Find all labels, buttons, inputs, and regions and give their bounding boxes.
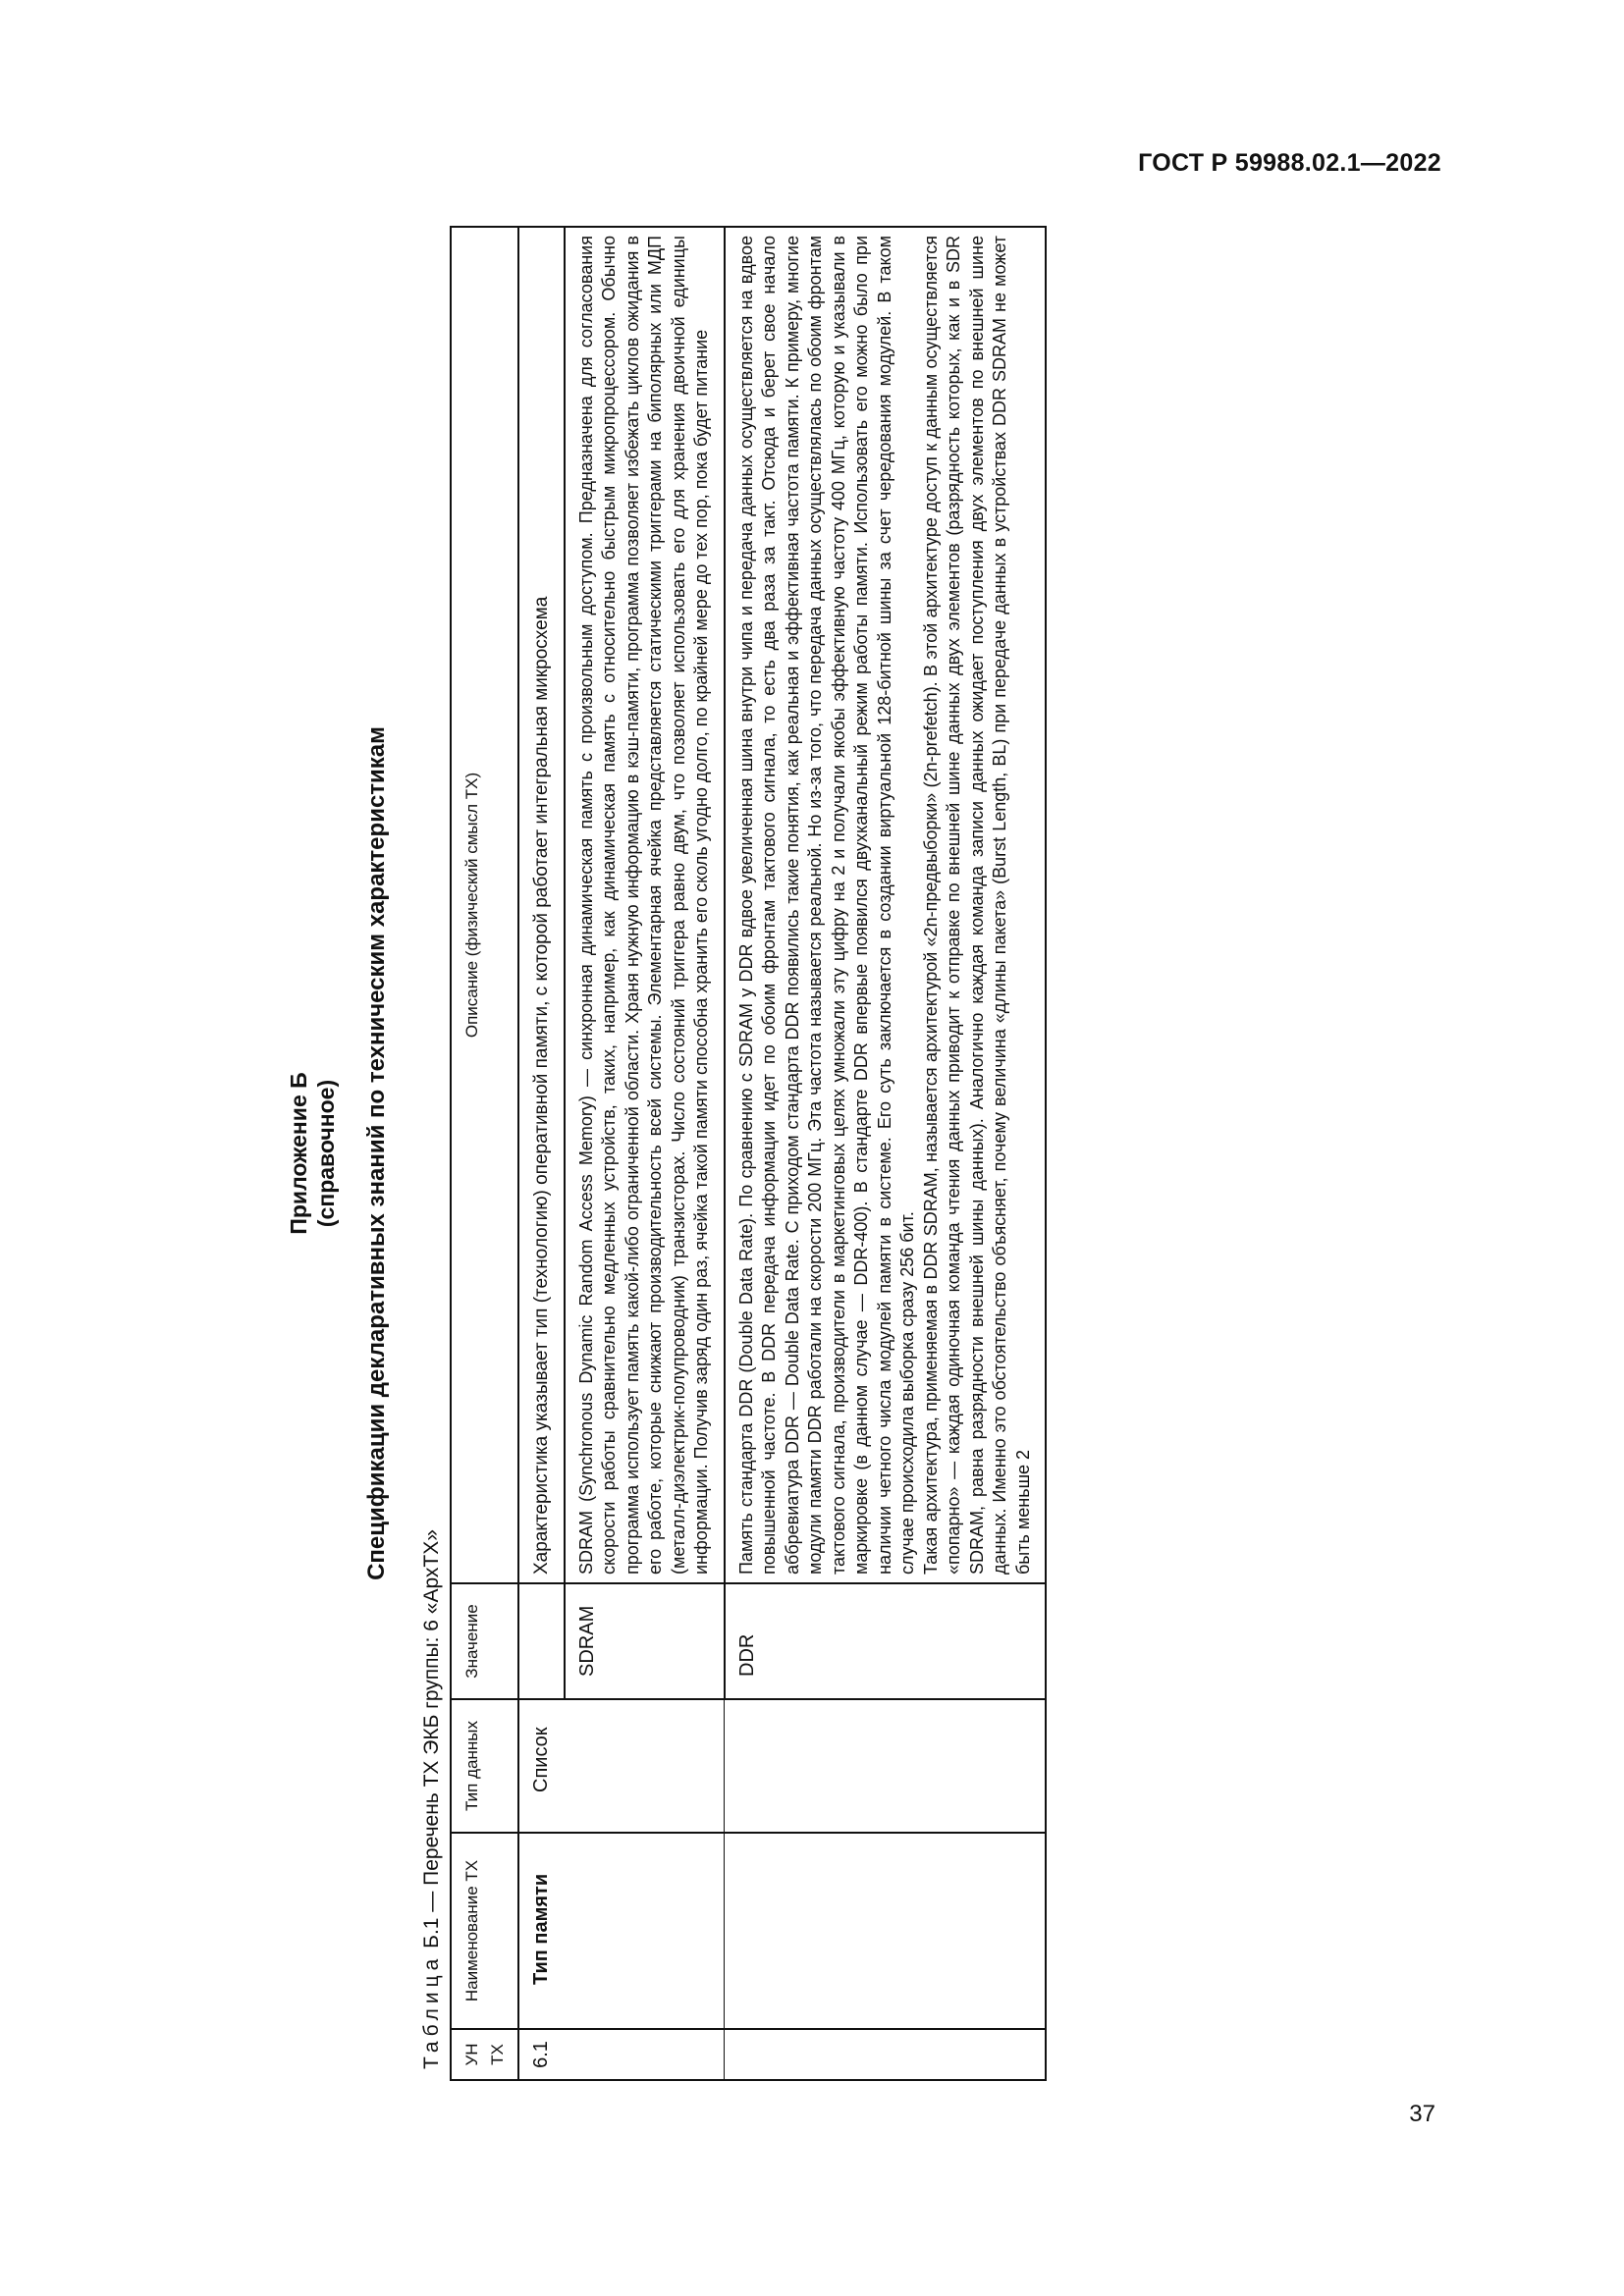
characteristics-table: [450, 226, 1047, 2081]
description-paragraph: Память стандарта DDR (Double Data Rate). По сравнению с SDRAM у DDR вдвое увеличенная шина внутри чипа и передача данных осуществляется на вдвое повышенной частоте. В DDR передача информации идет по обоим фронтам тактового сигнала, то есть два раза за такт. Отсюда и берет свое начало аббревиатура DDR — Double Data Rate. С приходом стандарта DDR появились такие понятия, как реальная и эффективная частота памяти. К примеру, многие модули памяти DDR работали на скорости 200 МГц. Эта частота называется реальной. Но из-за того, что передача данных осуществлялась по обоим фронтам тактового сигнала, производители в маркетинговых целях умножали эту цифру на 2 и получали якобы эффективную частоту 400 МГц, которую и указывали в маркировке (в данном случае — DDR-400). В стандарте DDR впервые появился двухканальный режим работы памяти. Использовать его можно было при наличии четного числа модулей памяти в системе. Его суть заключается в создании виртуальной 128-битной шины за счет чередования модулей. В таком случае происходила выборка сразу 256 бит.: [735, 236, 917, 1575]
column-header-data-type: Тип данных: [451, 1699, 518, 1833]
cell-value: SDRAM: [565, 1583, 725, 1699]
appendix-title: Приложение Б: [286, 1072, 311, 1235]
cell-data-type: [565, 1699, 725, 1833]
cell-data-type: Список: [518, 1699, 565, 1833]
table-header-row: [451, 227, 518, 2080]
cell-name: [565, 1833, 725, 2029]
cell-value: [518, 1583, 565, 1699]
table-caption-text: Б.1 — Перечень ТХ ЭКБ группы: 6 «АрхТХ»: [420, 1529, 443, 1954]
cell-description: Характеристика указывает тип (технологию) оперативной памяти, с которой работает интегральная микросхема: [518, 227, 565, 1583]
cell-description: SDRAM (Synchronous Dynamic Random Access Memory) — синхронная динамическая память с произвольным доступом. Предназначена для согласования скорости работы сравнительно медленных устройств, таких, например, как динамическая память с относительно быстрым микропроцессором. Обычно программа использует память какой-либо ограниченной области. Храня нужную информацию в кэш-памяти, программа позволяет избежать циклов ожидания в его работе, которые снижают производительность всей системы. Элементарная ячейка представляется статическими триггерами на биполярных или МДП (металл-диэлектрик-полупроводник) транзисторах. Число состояний триггера равно двум, что позволяет использовать его для хранения двоичной единицы информации. Получив заряд один раз, ячейка такой памяти способна хранить его сколь угодно долго, по крайней мере до тех пор, пока будет питание: [565, 227, 725, 1583]
table-caption: [420, 226, 444, 2081]
column-header-code: УН ТХ: [451, 2029, 518, 2080]
cell-code: 6.1: [518, 2029, 565, 2080]
appendix-heading: Спецификации декларативных знаний по техническим характеристикам: [363, 726, 390, 1580]
table-caption-prefix: Таблица: [420, 1953, 443, 2069]
description-paragraph: Такая архитектура, применяемая в DDR SDRAM, называется архитектурой «2n-предвыборки» (2n-prefetch). В этой архитектуре доступ к данным осуществляется «попарно» — каждая одиночная команда чтения данных приводит к отправке по внешней шине данных двух элементов (разрядность которых, как и в SDR SDRAM, равна разрядности внешней шины данных). Аналогично каждая команда записи данных ожидает поступления двух элементов по внешней шине данных. Именно это обстоятельство объясняет, почему величина «длины пакета» (Burst Length, BL) при передаче данных в устройствах DDR SDRAM не может быть меньше 2: [920, 236, 1033, 1575]
document-standard-header: ГОСТ Р 59988.02.1—2022: [1138, 149, 1441, 177]
table-row: [565, 227, 725, 2080]
cell-code: [725, 2029, 1047, 2080]
column-header-name: Наименование ТХ: [451, 1833, 518, 2029]
cell-data-type: [725, 1699, 1047, 1833]
cell-value: DDR: [725, 1583, 1047, 1699]
column-header-value: Значение: [451, 1583, 518, 1699]
column-header-description: Описание (физический смысл ТХ): [451, 227, 518, 1583]
appendix-subtitle: (справочное): [313, 1079, 339, 1228]
cell-name: [725, 1833, 1047, 2029]
cell-code: [565, 2029, 725, 2080]
table-row: [518, 227, 565, 2080]
cell-description: [725, 227, 1047, 1583]
page-number: 37: [1409, 2101, 1435, 2127]
rotated-page-content: [285, 226, 1404, 2081]
table-row: [725, 227, 1047, 2080]
cell-name: Тип памяти: [518, 1833, 565, 2029]
